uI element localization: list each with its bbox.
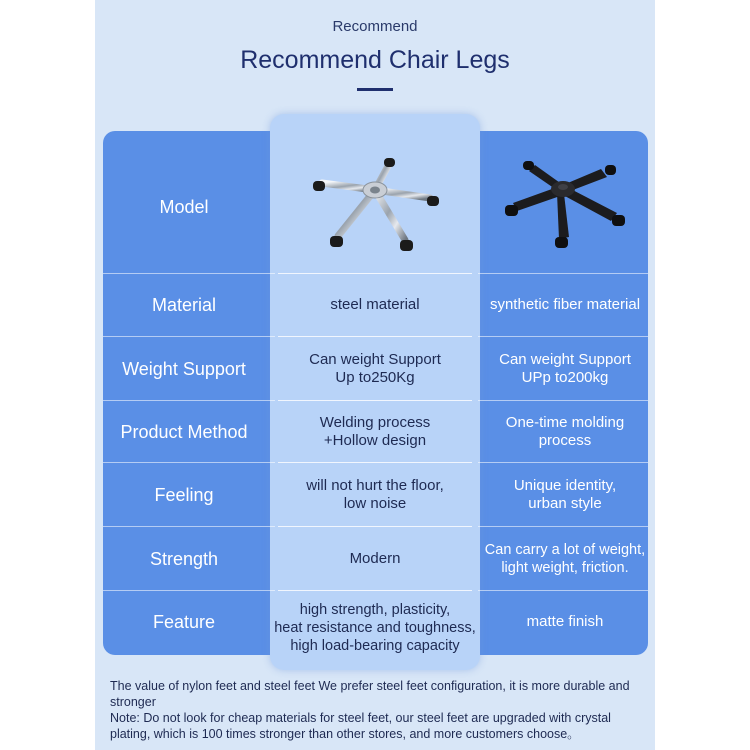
- page-kicker: Recommend: [332, 18, 418, 35]
- row-label-model: Model: [159, 197, 209, 217]
- row-label-product-method: Product Method: [120, 421, 248, 442]
- nylon-product-method-value: One-time molding process: [505, 413, 625, 449]
- steel-feature-value: high strength, plasticity, heat resistance and toughness, high load-bearing capacity: [274, 602, 476, 654]
- steel-material-value: steel material: [330, 296, 420, 313]
- page-title: Recommend Chair Legs: [240, 46, 510, 74]
- steel-feeling-value: will not hurt the floor, low noise: [306, 476, 444, 512]
- row-label-feature: Feature: [152, 612, 216, 632]
- nylon-material-value: synthetic fiber material: [489, 296, 641, 313]
- row-label-weight-support: Weight Support: [122, 358, 246, 379]
- nylon-feature-value: matte finish: [526, 613, 604, 630]
- nylon-strength-value: Can carry a lot of weight, light weight, friction.: [484, 541, 646, 576]
- footer-line-note: Note: Do not look for cheap materials for steel feet, our steel feet are upgraded with crystal plating, which is 100 times stronger than other stores, and more customers choose。: [110, 711, 611, 741]
- nylon-weight-support-value: Can weight Support UPp to200kg: [499, 350, 631, 386]
- row-label-material: Material: [151, 295, 217, 315]
- footer-line-preference: The value of nylon feet and steel feet We prefer steel feet configuration, it is more durable and stronger: [110, 679, 630, 709]
- title-underline: [357, 88, 393, 91]
- black-nylon-chair-base-icon: [488, 150, 638, 260]
- footer-note: [110, 678, 650, 742]
- row-label-strength: Strength: [149, 548, 219, 569]
- steel-weight-support-value: Can weight Support Up to250Kg: [309, 350, 441, 386]
- steel-strength-value: Modern: [349, 549, 401, 567]
- steel-chair-base-icon: [290, 140, 460, 266]
- nylon-feeling-value: Unique identity, urban style: [513, 476, 617, 512]
- steel-product-method-value: Welding process +Hollow design: [319, 413, 431, 449]
- row-label-feeling: Feeling: [154, 484, 214, 505]
